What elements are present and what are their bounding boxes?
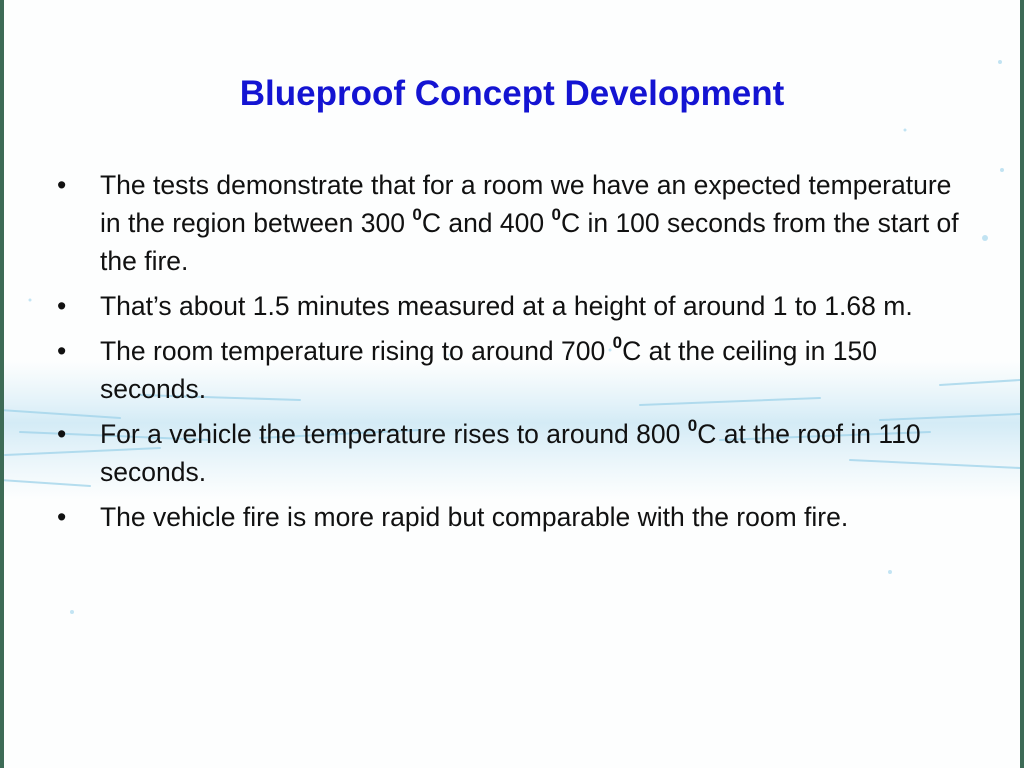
bullet-text: The tests demonstrate that for a room we have an expected temperature in the region between 300 $^0$C and 400 $^0$C in 100 seconds from the start of the fire. — [100, 170, 959, 276]
bullet-item — [57, 332, 967, 408]
bullet-item — [57, 498, 967, 536]
degree-superscript: 0 — [612, 333, 623, 353]
bullet-item — [57, 166, 967, 280]
bullet-glyph: • — [57, 419, 67, 449]
bullet-glyph: • — [57, 336, 67, 366]
bullet-glyph: • — [57, 170, 67, 200]
bullet-list — [57, 166, 967, 543]
bullet-text: That’s about 1.5 minutes measured at a height of around 1 to 1.68 m. — [100, 291, 913, 321]
bullet-glyph: • — [57, 502, 67, 532]
bullet-text: For a vehicle the temperature rises to around 800 $^0$C at the roof in 110 seconds. — [100, 416, 921, 487]
bullet-glyph: • — [57, 291, 67, 321]
bullet-text: The room temperature rising to around 700 $^0$C at the ceiling in 150 seconds. — [100, 333, 877, 404]
degree-superscript: 0 — [412, 205, 422, 225]
bullet-text: The vehicle fire is more rapid but comparable with the room fire. — [100, 502, 849, 532]
degree-superscript: 0 — [551, 205, 561, 225]
bullet-item — [57, 287, 967, 325]
slide-title: Blueproof Concept Development — [239, 74, 785, 113]
degree-superscript: 0 — [687, 416, 698, 436]
bullet-item — [57, 415, 967, 491]
